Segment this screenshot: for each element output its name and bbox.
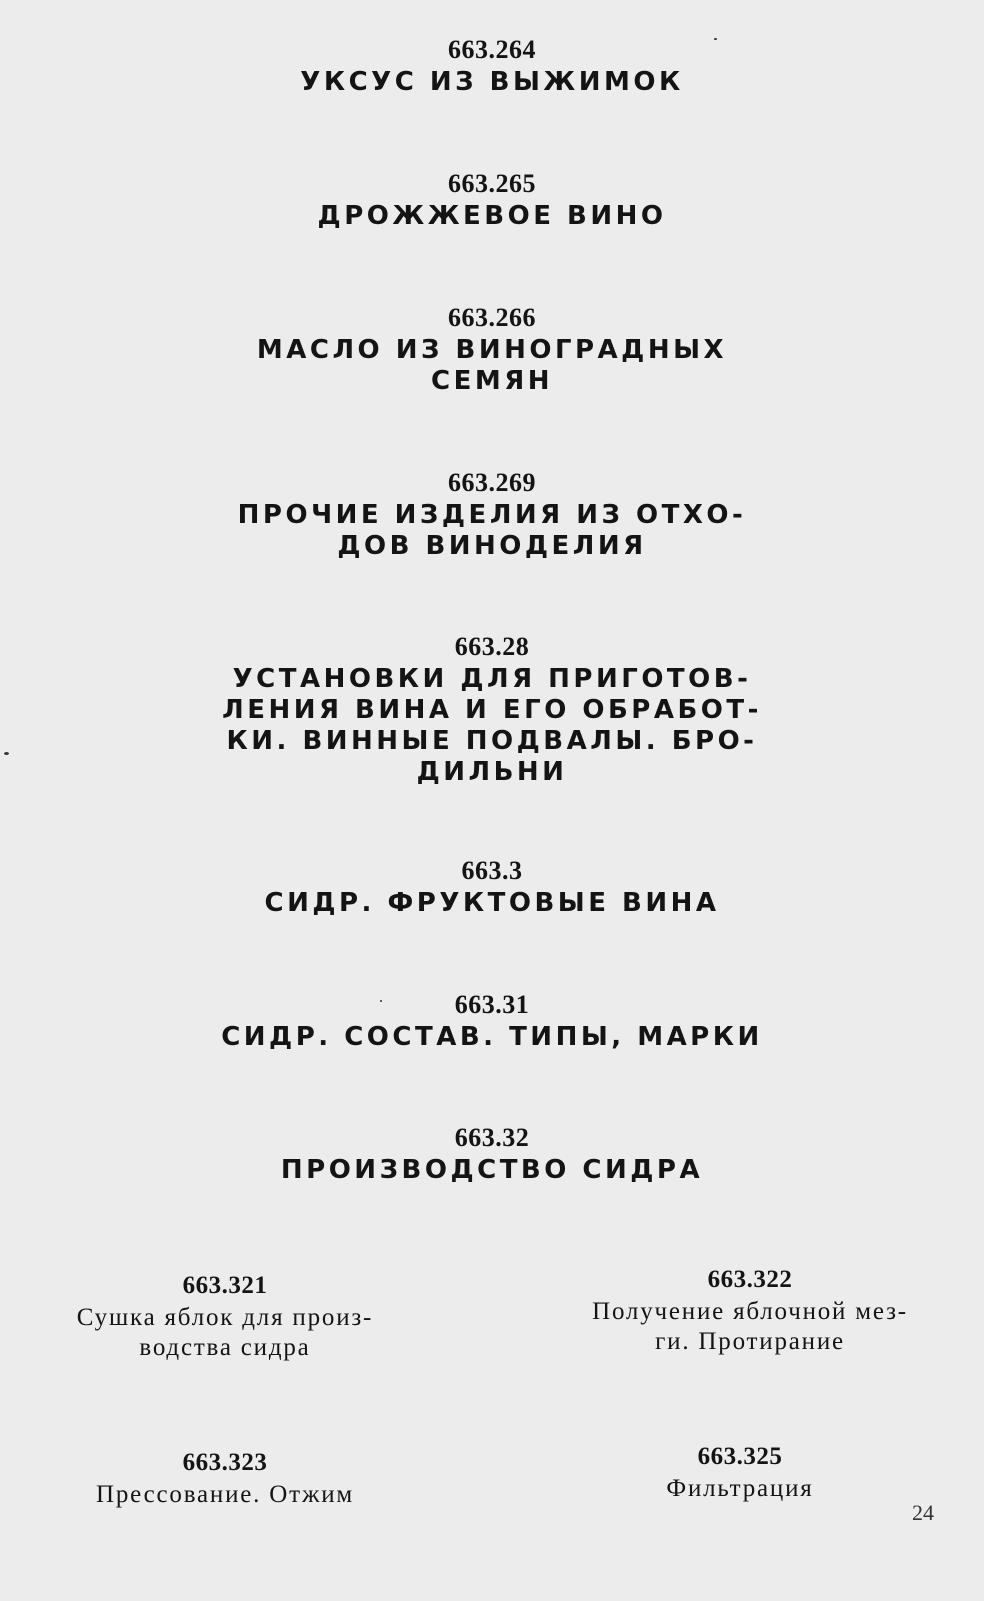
subentry-code: 663.321 — [182, 1272, 268, 1299]
subentry-text-line: Сушка яблок для произ- — [76, 1304, 374, 1331]
entry-heading-line: КИ. ВИННЫЕ ПОДВАЛЫ. БРО- — [226, 726, 758, 756]
entry-663-32 — [0, 1124, 984, 1186]
entry-code: 663.264 — [448, 35, 536, 64]
subentry-text-line: Фильтрация — [666, 1475, 814, 1502]
entry-code: 663.265 — [448, 169, 536, 198]
entry-heading-line: ДРОЖЖЕВОЕ ВИНО — [317, 201, 667, 231]
entry-663-264 — [0, 36, 984, 98]
entry-code: 663.266 — [448, 303, 536, 332]
entry-663-3 — [0, 857, 984, 919]
subentry-663-322 — [545, 1266, 955, 1357]
entry-663-28 — [0, 633, 984, 788]
entry-code: 663.28 — [454, 632, 530, 661]
print-speck — [4, 752, 9, 755]
entry-663-269 — [0, 469, 984, 562]
entry-code: 663.31 — [454, 990, 530, 1019]
entry-heading-line: ПРОИЗВОДСТВО СИДРА — [280, 1155, 704, 1185]
entry-heading-line: ДИЛЬНИ — [416, 757, 568, 787]
subentry-code: 663.322 — [707, 1266, 793, 1293]
entry-heading-line: УСТАНОВКИ ДЛЯ ПРИГОТОВ- — [232, 664, 752, 694]
entry-heading-line: СИДР. ФРУКТОВЫЕ ВИНА — [264, 888, 720, 918]
entry-663-31 — [0, 991, 984, 1053]
subentry-text-line: Получение яблочной мез- — [592, 1298, 908, 1325]
entry-heading-line: ПРОЧИЕ ИЗДЕЛИЯ ИЗ ОТХО- — [237, 500, 747, 530]
subentry-663-323 — [20, 1449, 430, 1510]
print-speck — [714, 38, 717, 40]
print-speck — [380, 1000, 382, 1002]
subentry-663-321 — [20, 1272, 430, 1363]
entry-heading-line: ЛЕНИЯ ВИНА И ЕГО ОБРАБОТ- — [222, 695, 762, 725]
entry-heading-line: ДОВ ВИНОДЕЛИЯ — [337, 531, 647, 561]
subentry-code: 663.323 — [182, 1449, 268, 1476]
entry-heading-line: УКСУС ИЗ ВЫЖИМОК — [300, 67, 684, 97]
subentry-text-line: Прессование. Отжим — [95, 1481, 355, 1508]
entry-663-266 — [0, 304, 984, 397]
entry-heading-line: МАСЛО ИЗ ВИНОГРАДНЫХ — [256, 335, 728, 365]
subentry-text-line: ги. Протирание — [655, 1328, 845, 1355]
entry-heading-line: СИДР. СОСТАВ. ТИПЫ, МАРКИ — [221, 1022, 763, 1052]
entry-663-265 — [0, 170, 984, 232]
entry-code: 663.3 — [461, 856, 523, 885]
entry-code: 663.269 — [448, 468, 536, 497]
page-number: 24 — [912, 1500, 934, 1525]
subentry-663-325 — [535, 1443, 945, 1504]
entry-code: 663.32 — [454, 1123, 530, 1152]
subentry-code: 663.325 — [697, 1443, 783, 1470]
entry-heading-line: СЕМЯН — [431, 366, 553, 396]
subentry-text-line: водства сидра — [139, 1334, 311, 1361]
